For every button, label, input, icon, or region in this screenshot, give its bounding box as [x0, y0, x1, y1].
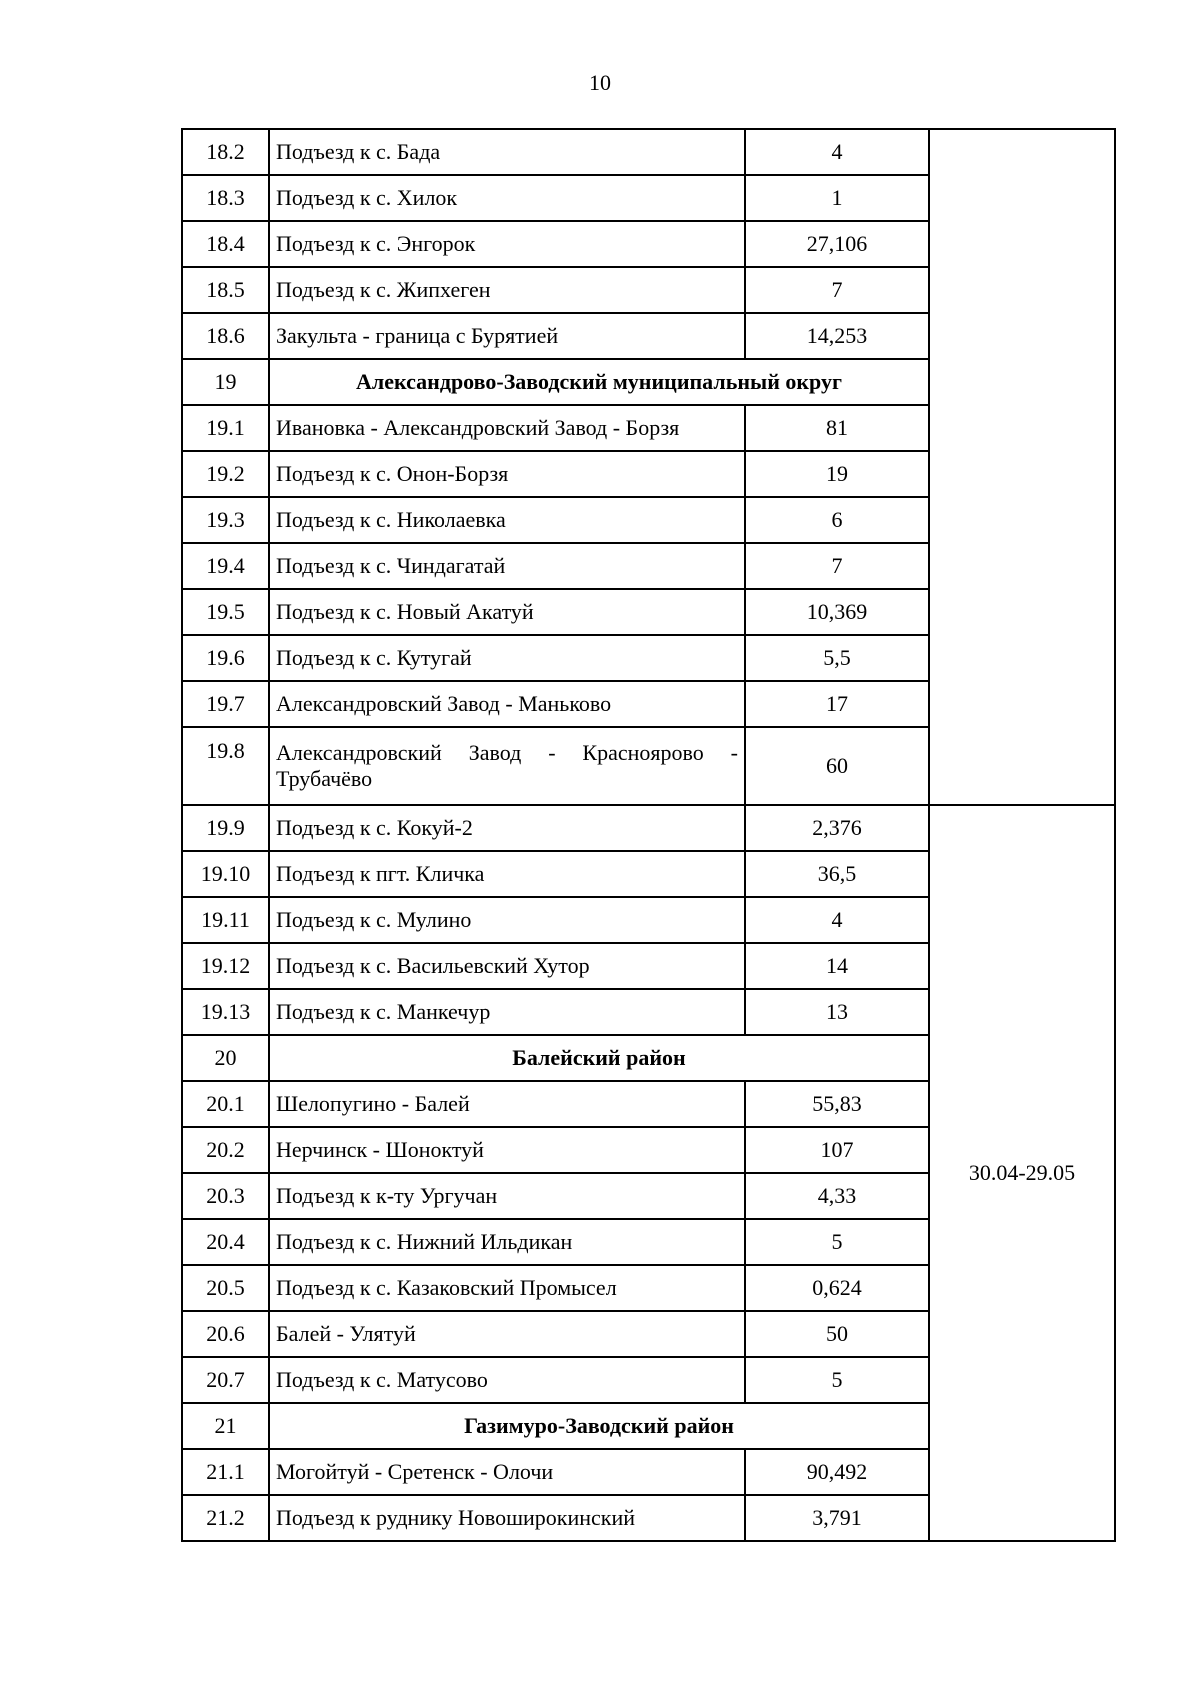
row-number: 19.1: [182, 405, 269, 451]
road-length: 0,624: [745, 1265, 929, 1311]
road-name: Подъезд к с. Жипхеген: [269, 267, 745, 313]
road-length: 2,376: [745, 805, 929, 851]
road-name: Подъезд к пгт. Кличка: [269, 851, 745, 897]
restriction-period: 30.04-29.05: [929, 805, 1115, 1541]
road-length: 60: [745, 727, 929, 805]
road-name: Подъезд к с. Васильевский Хутор: [269, 943, 745, 989]
road-length: 14: [745, 943, 929, 989]
row-number: 19.3: [182, 497, 269, 543]
road-name: Александровский Завод - Краснoярово - Трубачёво: [269, 727, 745, 805]
roads-table: [181, 128, 1116, 1542]
table-row: [182, 805, 1115, 851]
district-name: Газимуро-Заводский район: [269, 1403, 929, 1449]
road-length: 5,5: [745, 635, 929, 681]
row-number: 19.12: [182, 943, 269, 989]
road-name: Нерчинск - Шоноктуй: [269, 1127, 745, 1173]
road-length: 107: [745, 1127, 929, 1173]
road-length: 5: [745, 1357, 929, 1403]
row-number: 18.4: [182, 221, 269, 267]
row-number: 19.8: [182, 727, 269, 805]
road-length: 27,106: [745, 221, 929, 267]
roads-table-body: [182, 129, 1115, 1541]
row-number: 19: [182, 359, 269, 405]
road-name: Шелопугино - Балей: [269, 1081, 745, 1127]
road-name: Подъезд к с. Казаковский Промысел: [269, 1265, 745, 1311]
row-number: 20.7: [182, 1357, 269, 1403]
row-number: 21.2: [182, 1495, 269, 1541]
road-length: 36,5: [745, 851, 929, 897]
road-name: Подъезд к с. Хилок: [269, 175, 745, 221]
row-number: 19.6: [182, 635, 269, 681]
road-length: 4: [745, 897, 929, 943]
road-length: 17: [745, 681, 929, 727]
row-number: 20: [182, 1035, 269, 1081]
district-name: Александрово-Заводский муниципальный округ: [269, 359, 929, 405]
road-name: Подъезд к с. Мулино: [269, 897, 745, 943]
road-name: Балей - Улятуй: [269, 1311, 745, 1357]
restriction-period: [929, 129, 1115, 805]
row-number: 18.2: [182, 129, 269, 175]
road-length: 7: [745, 267, 929, 313]
road-length: 90,492: [745, 1449, 929, 1495]
road-length: 19: [745, 451, 929, 497]
road-name: Подъезд к с. Нижний Ильдикан: [269, 1219, 745, 1265]
road-name: Подъезд к с. Манкечур: [269, 989, 745, 1035]
road-length: 50: [745, 1311, 929, 1357]
row-number: 20.2: [182, 1127, 269, 1173]
road-name: Могойтуй - Сретенск - Олочи: [269, 1449, 745, 1495]
road-length: 13: [745, 989, 929, 1035]
row-number: 19.2: [182, 451, 269, 497]
row-number: 19.4: [182, 543, 269, 589]
page-number: 10: [589, 70, 611, 95]
road-length: 4,33: [745, 1173, 929, 1219]
road-length: 7: [745, 543, 929, 589]
row-number: 21: [182, 1403, 269, 1449]
row-number: 19.11: [182, 897, 269, 943]
row-number: 18.6: [182, 313, 269, 359]
row-number: 20.1: [182, 1081, 269, 1127]
row-number: 21.1: [182, 1449, 269, 1495]
road-name: Ивановка - Александровский Завод - Борзя: [269, 405, 745, 451]
road-name: Подъезд к руднику Новоширокинский: [269, 1495, 745, 1541]
row-number: 19.7: [182, 681, 269, 727]
row-number: 18.3: [182, 175, 269, 221]
row-number: 20.4: [182, 1219, 269, 1265]
road-name: Подъезд к с. Кутугай: [269, 635, 745, 681]
road-length: 10,369: [745, 589, 929, 635]
road-length: 81: [745, 405, 929, 451]
row-number: 20.6: [182, 1311, 269, 1357]
road-name: Подъезд к с. Матусово: [269, 1357, 745, 1403]
district-name: Балейский район: [269, 1035, 929, 1081]
row-number: 19.9: [182, 805, 269, 851]
road-name: Подъезд к с. Новый Акатуй: [269, 589, 745, 635]
row-number: 18.5: [182, 267, 269, 313]
road-length: 3,791: [745, 1495, 929, 1541]
road-length: 14,253: [745, 313, 929, 359]
road-length: 6: [745, 497, 929, 543]
road-name: Подъезд к с. Чиндагатай: [269, 543, 745, 589]
row-number: 19.13: [182, 989, 269, 1035]
row-number: 20.3: [182, 1173, 269, 1219]
table-row: [182, 129, 1115, 175]
road-name: Подъезд к с. Кокуй-2: [269, 805, 745, 851]
row-number: 19.10: [182, 851, 269, 897]
road-name: Александровский Завод - Маньково: [269, 681, 745, 727]
road-name: Подъезд к с. Энгорок: [269, 221, 745, 267]
road-name: Подъезд к с. Николаевка: [269, 497, 745, 543]
road-name: Подъезд к с. Онон-Борзя: [269, 451, 745, 497]
row-number: 20.5: [182, 1265, 269, 1311]
road-name: Подъезд к к-ту Ургучан: [269, 1173, 745, 1219]
row-number: 19.5: [182, 589, 269, 635]
road-name: Закульта - граница с Бурятией: [269, 313, 745, 359]
road-length: 5: [745, 1219, 929, 1265]
road-length: 55,83: [745, 1081, 929, 1127]
road-length: 4: [745, 129, 929, 175]
road-name: Подъезд к с. Бада: [269, 129, 745, 175]
road-length: 1: [745, 175, 929, 221]
